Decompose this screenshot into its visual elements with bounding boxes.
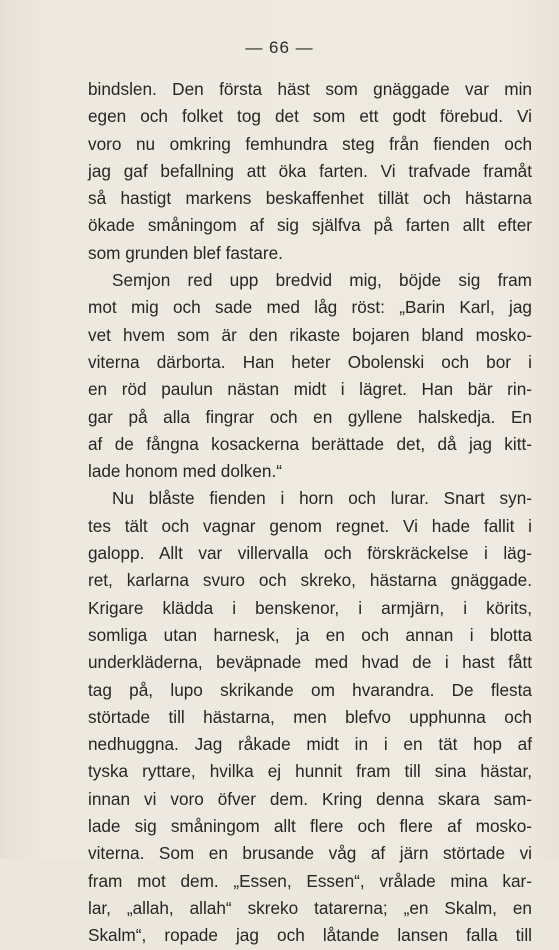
text-line: lar, „allah, allah“ skreko tatarerna; „en Skalm, en — [88, 897, 532, 918]
text-line: Semjon red upp bredvid mig, böjde sig fram — [112, 270, 532, 291]
text-line: voro nu omkring femhundra steg från fienden och — [88, 133, 532, 154]
text-line: somliga utan harnesk, ja en och annan i blotta — [88, 624, 532, 645]
text-line: vet hvem som är den rikaste bojaren bland mosko- — [88, 324, 532, 345]
text-line: underkläderna, beväpnade med hvad de i hast fått — [88, 652, 532, 673]
text-line: af de fångna kosackerna berättade det, då jag kitt- — [88, 433, 532, 454]
text-line: nedhuggna. Jag råkade midt in i en tät hop af — [88, 734, 532, 755]
body-text — [88, 76, 532, 950]
text-line: egen och folket tog det som ett godt förebud. Vi — [88, 106, 532, 127]
text-line: galopp. Allt var villervalla och förskräckelse i läg- — [88, 543, 532, 564]
text-line: störtade till hästarna, men blefvo upphunna och — [88, 706, 532, 727]
text-line: Nu blåste fienden i horn och lurar. Snart syn- — [112, 488, 532, 509]
text-line: bindslen. Den första häst som gnäggade var min — [88, 79, 532, 99]
text-line: Skalm“, ropade jag och låtande lansen falla till — [88, 925, 532, 946]
text-line: viterna därborta. Han heter Obolenski och bor i — [88, 351, 532, 372]
text-line: lade honom med dolken.“ — [88, 461, 282, 482]
text-line: viterna. Som en brusande våg af järn störtade vi — [88, 843, 532, 864]
text-line: ret, karlarna svuro och skreko, hästarna gnäggade. — [88, 570, 532, 591]
text-line: Krigare klädda i benskenor, i armjärn, i körits, — [88, 597, 532, 618]
text-line: mot mig och sade med låg röst: „Barin Karl, jag — [88, 297, 532, 318]
text-line: fram mot dem. „Essen, Essen“, vrålade mina kar- — [88, 870, 532, 891]
text-line: ökade småningom af sig själfva på farten allt efter — [88, 215, 532, 236]
text-line: jag gaf befallning att öka farten. Vi trafvade framåt — [88, 160, 532, 181]
text-line: tag på, lupo skrikande om hvarandra. De flesta — [88, 679, 532, 700]
text-line: tyska ryttare, hvilka ej hunnit fram till sina hästar, — [88, 761, 532, 782]
text-line: innan vi voro öfver dem. Kring denna skara sam- — [88, 788, 532, 809]
page-number: — 66 — — [245, 38, 314, 57]
text-line: så hastigt markens beskaffenhet tillät och hästarna — [88, 188, 532, 209]
text-line: lade sig småningom allt flere och flere af mosko- — [88, 816, 532, 837]
text-line: som grunden blef fastare. — [88, 242, 283, 263]
text-line: en röd paulun nästan midt i lägret. Han bär rin- — [88, 379, 532, 400]
text-line: gar på alla fingrar och en gyllene halskedja. En — [88, 406, 532, 427]
text-line: tes tält och vagnar genom regnet. Vi hade fallit i — [88, 515, 532, 536]
